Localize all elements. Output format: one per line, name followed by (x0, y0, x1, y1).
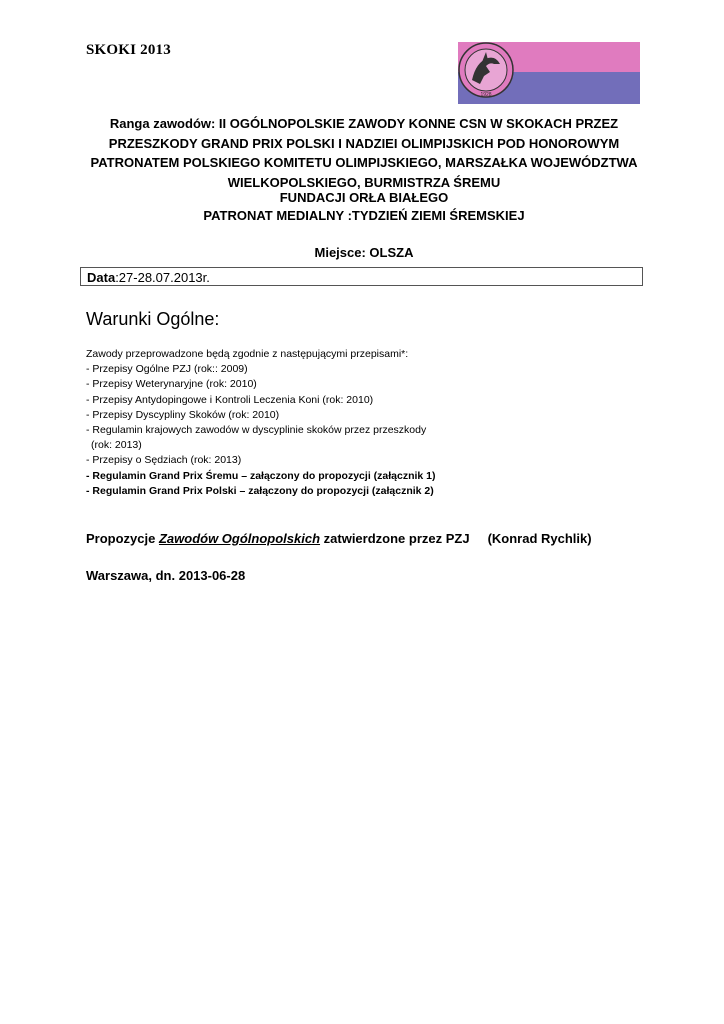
rank-line: PATRONATEM POLSKIEGO KOMITETU OLIMPIJSKIEGO, MARSZAŁKA WOJEWÓDZTWA (90, 155, 638, 170)
rules-list (86, 347, 626, 499)
list-item: (rok: 2013) (91, 439, 142, 452)
approval-prefix: Propozycje (86, 531, 159, 546)
rules-intro: Zawody przeprowadzone będą zgodnie z następującymi przepisami*: (86, 348, 409, 360)
list-item: - Przepisy Weterynaryjne (rok: 2010) (86, 378, 257, 391)
event-place: Miejsce: OLSZA (314, 245, 414, 260)
event-rank-title (84, 114, 644, 192)
list-item: - Regulamin krajowych zawodów w dyscyplinie skoków przez przeszkody (86, 424, 427, 437)
place-and-date: Warszawa, dn. 2013-06-28 (86, 568, 246, 583)
svg-text:1928: 1928 (480, 92, 492, 98)
media-patron-line: PATRONAT MEDIALNY :TYDZIEŃ ZIEMI ŚREMSKIEJ (203, 208, 525, 223)
general-conditions-heading: Warunki Ogólne: (86, 309, 220, 329)
list-item: - Przepisy Ogólne PZJ (rok:: 2009) (86, 363, 248, 376)
list-item: - Przepisy o Sędziach (rok: 2013) (86, 454, 242, 467)
event-patronage (84, 189, 644, 225)
date-label: Data (87, 270, 116, 285)
pzj-logo (456, 40, 640, 104)
event-date-box (80, 267, 643, 286)
foundation-line: FUNDACJI ORŁA BIAŁEGO (279, 190, 449, 205)
list-item: - Regulamin Grand Prix Śremu – załączony do propozycji (załącznik 1) (86, 469, 436, 482)
approval-event-type: Zawodów Ogólnopolskich (158, 531, 321, 546)
approval-line (86, 531, 592, 546)
approver-name: (Konrad Rychlik) (487, 531, 592, 546)
date-value: :27-28.07.2013r. (115, 270, 210, 285)
rank-line: WIELKOPOLSKIEGO, BURMISTRZA ŚREMU (227, 174, 501, 190)
list-item: - Przepisy Antydopingowe i Kontroli Leczenia Koni (rok: 2010) (86, 393, 374, 406)
rank-line: Ranga zawodów: II OGÓLNOPOLSKIE ZAWODY KONNE CSN W SKOKACH PRZEZ (109, 116, 619, 131)
rank-line: PRZESZKODY GRAND PRIX POLSKI I NADZIEI OLIMPIJSKICH POD HONOROWYM (108, 135, 620, 151)
list-item: - Przepisy Dyscypliny Skoków (rok: 2010) (86, 408, 280, 421)
approval-suffix: zatwierdzone przez PZJ (320, 531, 470, 546)
list-item: - Regulamin Grand Prix Polski – załączony do propozycji (załącznik 2) (86, 484, 434, 497)
document-header-title: SKOKI 2013 (86, 42, 171, 58)
